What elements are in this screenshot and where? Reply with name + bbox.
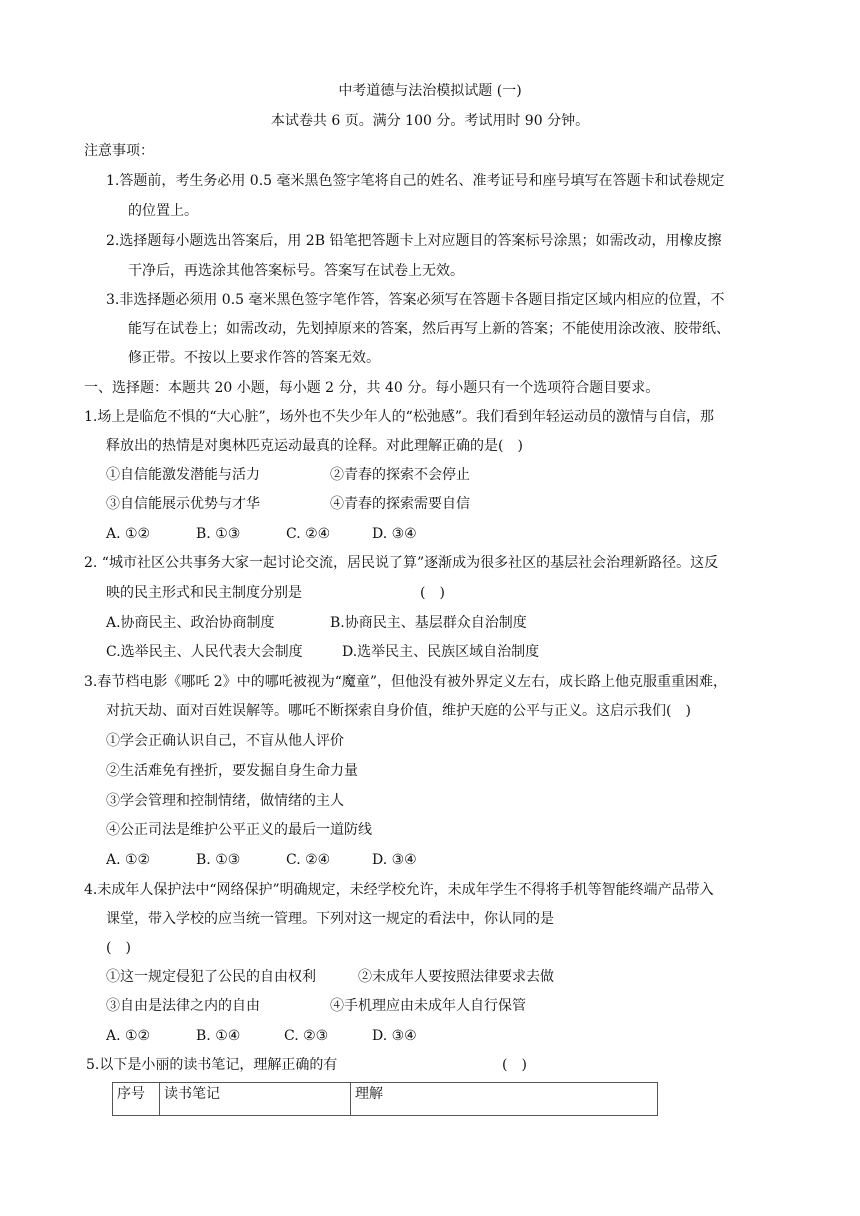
q4-answer-a: A. ①②	[106, 1028, 151, 1044]
q1-option-1: ①自信能激发潜能与活力	[106, 467, 260, 483]
q1-answer-d: D. ③④	[372, 526, 417, 542]
q3-answer-b: B. ①③	[196, 852, 241, 868]
q1-option-3: ③自信能展示优势与才华	[106, 496, 260, 512]
table-header-row	[113, 1083, 658, 1116]
q4-answer-b: B. ①④	[196, 1028, 241, 1044]
q2-stem-line-2: 映的民主形式和民主制度分别是	[106, 585, 302, 601]
q4-stem-line-2: 课堂，带入学校的应当统一管理。下列对这一规定的看法中，你认同的是	[106, 911, 554, 927]
q3-stem-line-1: 3.春节档电影《哪吒 2》中的哪吒被视为“魔童”，但他没有被外界定义左右，成长路上他克服重重困难，	[84, 674, 728, 690]
notice-item-3-line-3: 修正带。不按以上要求作答的答案无效。	[128, 350, 380, 366]
q3-option-4: ④公正司法是维护公平正义的最后一道防线	[106, 822, 372, 838]
q4-option-3: ③自由是法律之内的自由	[106, 998, 260, 1014]
notice-item-2-line-2: 干净后，再选涂其他答案标号。答案写在试卷上无效。	[128, 263, 464, 279]
table-header-number: 序号	[113, 1083, 160, 1116]
q2-option-a: A.协商民主、政治协商制度	[106, 615, 275, 631]
q4-option-1: ①这一规定侵犯了公民的自由权利	[106, 969, 316, 985]
page-title: 中考道德与法治模拟试题 (一)	[338, 83, 522, 99]
q2-option-c: C.选举民主、人民代表大会制度	[106, 644, 303, 660]
notice-item-3-line-2: 能写在试卷上；如需改动，先划掉原来的答案，然后再写上新的答案；不能使用涂改液、胶带纸、	[128, 321, 730, 337]
q1-option-2: ②青春的探索不会停止	[330, 467, 470, 483]
q2-stem-line-1: 2. “城市社区公共事务大家一起讨论交流，居民说了算”逐渐成为很多社区的基层社会治理新路径。这反	[84, 555, 719, 571]
q5-stem: 5.以下是小丽的读书笔记，理解正确的有	[86, 1057, 338, 1073]
q3-answer-a: A. ①②	[106, 852, 151, 868]
table-header-notes: 读书笔记	[160, 1083, 351, 1116]
q3-option-2: ②生活难免有挫折，要发掘自身生命力量	[106, 763, 358, 779]
q3-stem-line-2: 对抗天劫、面对百姓误解等。哪吒不断探索自身价值，维护天庭的公平与正义。这启示我们( )	[106, 703, 691, 719]
q4-answer-d: D. ③④	[372, 1028, 417, 1044]
reading-notes-table	[112, 1082, 658, 1116]
q1-answer-c: C. ②④	[286, 526, 331, 542]
q4-option-2: ②未成年人要按照法律要求去做	[358, 969, 554, 985]
notice-item-1-line-2: 的位置上。	[128, 203, 198, 219]
q1-stem-line-1: 1.场上是临危不惧的“大心脏”，场外也不失少年人的“松弛感”。我们看到年轻运动员的激情与自信，那	[84, 409, 714, 425]
q4-answer-c: C. ②③	[284, 1028, 329, 1044]
q4-answer-paren: ( )	[106, 940, 131, 956]
section-heading: 一、选择题：本题共 20 小题，每小题 2 分，共 40 分。每小题只有一个选项符合题目要求。	[84, 380, 660, 396]
q2-answer-paren: ( )	[420, 585, 445, 601]
q2-option-b: B.协商民主、基层群众自治制度	[330, 615, 527, 631]
q4-stem-line-1: 4.未成年人保护法中“网络保护”明确规定，未经学校允许，未成年学生不得将手机等智能终端产品带入	[84, 882, 714, 898]
q1-option-4: ④青春的探索需要自信	[330, 496, 470, 512]
q5-answer-paren: ( )	[502, 1057, 527, 1073]
notice-item-1-line-1: 1.答题前，考生务必用 0.5 毫米黑色签字笔将自己的姓名、准考证号和座号填写在答题卡和试卷规定	[106, 173, 725, 189]
q1-answer-b: B. ①③	[196, 526, 241, 542]
notice-item-3-line-1: 3.非选择题必须用 0.5 毫米黑色签字笔作答，答案必须写在答题卡各题目指定区域内相应的位置，不	[106, 292, 725, 308]
q1-answer-a: A. ①②	[106, 526, 151, 542]
notice-heading: 注意事项：	[84, 143, 154, 159]
table-header-understanding: 理解	[351, 1083, 658, 1116]
q3-option-3: ③学会管理和控制情绪，做情绪的主人	[106, 793, 344, 809]
q3-answer-d: D. ③④	[372, 852, 417, 868]
q3-answer-c: C. ②④	[286, 852, 331, 868]
notice-item-2-line-1: 2.选择题每小题选出答案后，用 2B 铅笔把答题卡上对应题目的答案标号涂黑；如需改动，用橡皮擦	[106, 233, 722, 249]
page-subtitle: 本试卷共 6 页。满分 100 分。考试用时 90 分钟。	[270, 113, 590, 129]
q3-option-1: ①学会正确认识自己，不盲从他人评价	[106, 733, 344, 749]
q2-option-d: D.选举民主、民族区域自治制度	[342, 644, 540, 660]
q4-option-4: ④手机理应由未成年人自行保管	[330, 998, 526, 1014]
q1-stem-line-2: 释放出的热情是对奥林匹克运动最真的诠释。对此理解正确的是( )	[106, 438, 523, 454]
